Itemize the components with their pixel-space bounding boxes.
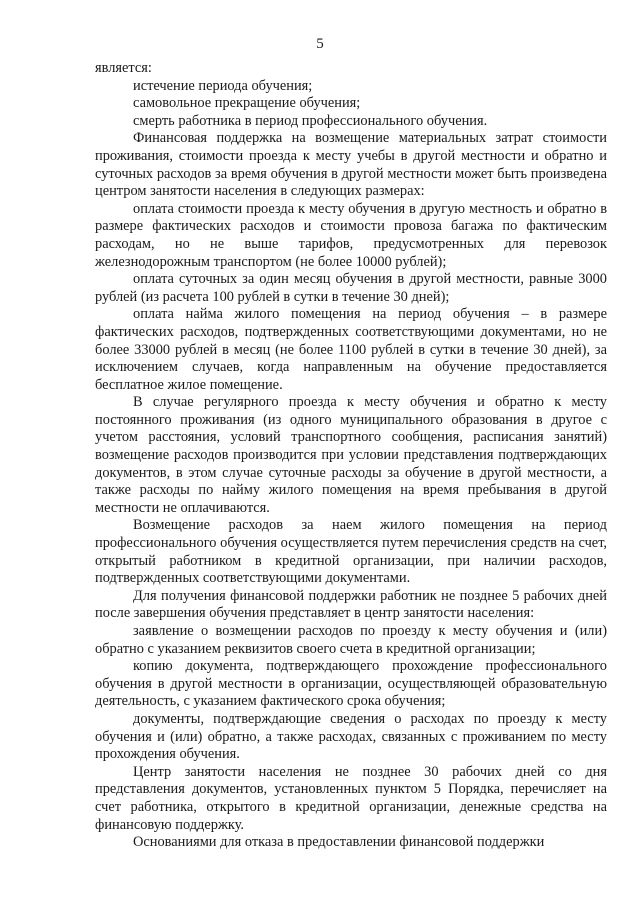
paragraph: Основаниями для отказа в предоставлении финансовой поддержки	[133, 834, 545, 851]
list-item: заявление о возмещении расходов по проезду к месту обучения и (или) обратно с указанием реквизитов своего счета в кредитной организации;	[95, 623, 607, 657]
list-item: истечение периода обучения;	[133, 77, 313, 94]
paragraph: Возмещение расходов за наем жилого помещения на период профессионального обучения осуществляется путем перечисления средств на счет, открытый работником в кредитной организации, при наличии расходов, подтвержденных соответствующими документами.	[95, 517, 607, 587]
list-item: самовольное прекращение обучения;	[133, 95, 361, 112]
paragraph: В случае регулярного проезда к месту обучения и обратно к месту постоянного проживания (из одного муниципального образования в другое с учетом расстояния, условий транспортного сообщения, расписания занятий) возмещение расходов производится при условии представления подтверждающих документов, в этом случае суточные расходы за обучение в другой местности, а также расходы по найму жилого помещения на время пребывания в другой местности не оплачиваются.	[95, 394, 607, 516]
paragraph: Финансовая поддержка на возмещение материальных затрат стоимости проживания, стоимости проезда к месту учебы в другой местности и обратно и суточных расходов за время обучения в другой местности может быть произведена центром занятости населения в следующих размерах:	[95, 130, 607, 200]
paragraph: Центр занятости населения не позднее 30 рабочих дней со дня представления документов, установленных пунктом 5 Порядка, перечисляет на счет работника, открытого в кредитной организации, денежные средства на финансовую поддержку.	[95, 763, 607, 833]
list-item: оплата суточных за один месяц обучения в другой местности, равные 3000 рублей (из расчета 100 рублей в сутки в течение 30 дней);	[95, 271, 607, 305]
paragraph: Для получения финансовой поддержки работник не позднее 5 рабочих дней после завершения обучения представляет в центр занятости населения:	[95, 587, 607, 622]
list-item: оплата стоимости проезда к месту обучения в другую местность и обратно в размере фактических расходов и стоимости провоза багажа по фактическим расходам, но не выше тарифов, предусмотренных для перевозок железнодорожным транспортом (не более 10000 рублей);	[95, 200, 607, 270]
list-item: копию документа, подтверждающего прохождение профессионального обучения в другой местности в организации, осуществляющей образовательную деятельность, с указанием фактического срока обучения;	[95, 658, 607, 710]
list-item: оплата найма жилого помещения на период обучения – в размере фактических расходов, подтвержденных соответствующими документами, но не более 33000 рублей в месяц (не более 1100 рублей в сутки в течение 30 дней), за исключением случаев, когда направленным на обучение предоставляется бесплатное жилое помещение.	[95, 306, 607, 393]
page-number: 5	[316, 36, 324, 52]
paragraph: является:	[95, 60, 152, 76]
list-item: смерть работника в период профессионального обучения.	[133, 112, 488, 129]
document-body	[95, 60, 607, 852]
list-item: документы, подтверждающие сведения о расходах по проезду к месту обучения и (или) обратно, а также расходах, связанных с проживанием по месту прохождения обучения.	[95, 710, 607, 763]
